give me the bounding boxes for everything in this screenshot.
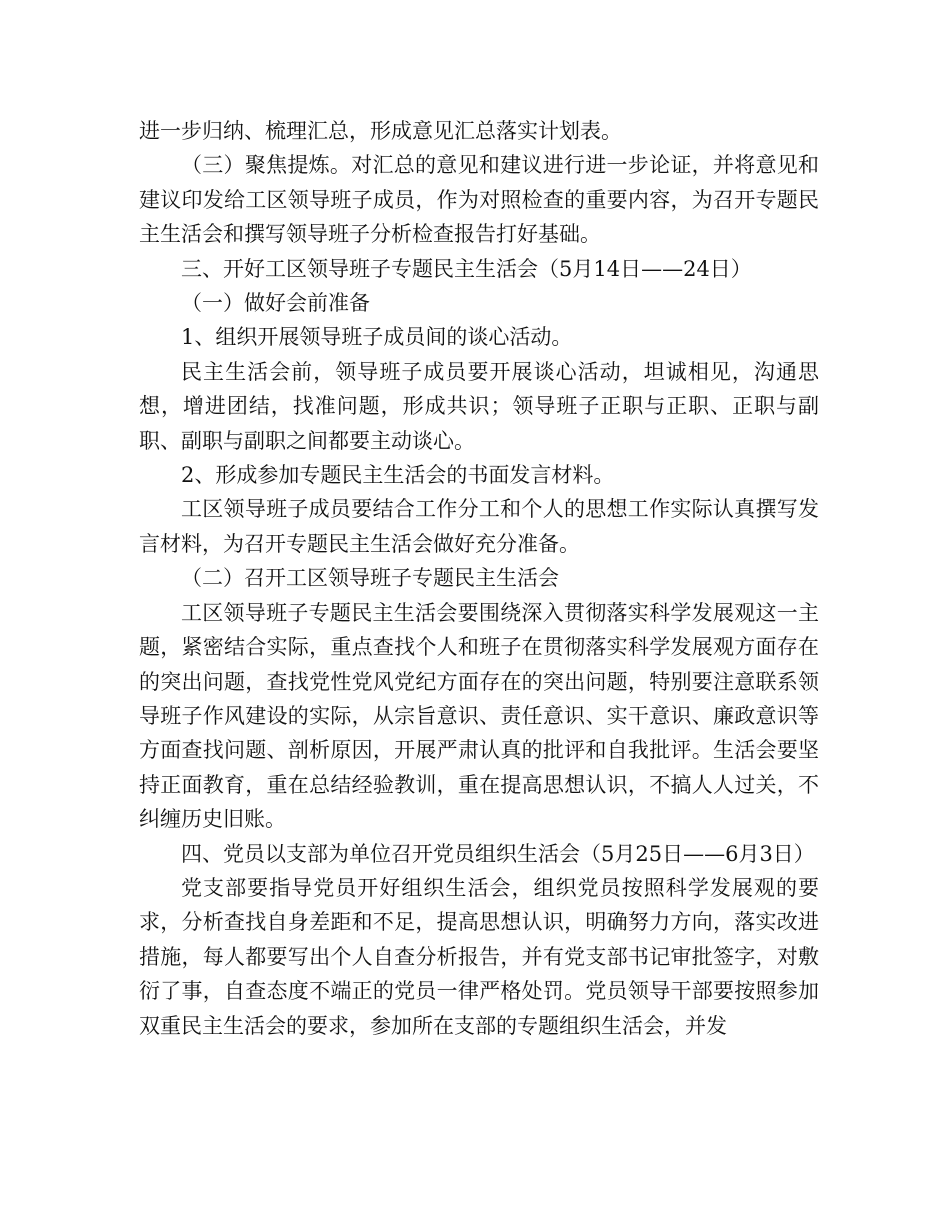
item-heading: 2、形成参加专题民主生活会的书面发言材料。 [181,463,615,488]
section-heading: 三、开好工区领导班子专题民主生活会（5月14日——24日） [181,256,752,281]
paragraph: 党支部要指导党员开好组织生活会，组织党员按照科学发展观的要求，分析查找自身差距和不足，提高思想认识，明确努力方向，落实改进措施，每人都要写出个人自查分析报告，并有党支部书记审批签字，对敷衍了事，自查态度不端正的党员一律严格处罚。党员领导干部要按照参加双重民主生活会的要求，参加所在支部的专题组织生活会，并发 [139,875,819,1038]
subsection-heading: （二）召开工区领导班子专题民主生活会 [181,566,559,591]
document-body [139,114,819,1043]
paragraph: 进一步归纳、梳理汇总，形成意见汇总落实计划表。 [139,119,622,143]
section-heading: 四、党员以支部为单位召开党员组织生活会（5月25日——6月3日） [181,841,815,866]
paragraph: 工区领导班子专题民主生活会要围绕深入贯彻落实科学发展观这一主题，紧密结合实际，重点查找个人和班子在贯彻落实科学发展观方面存在的突出问题，查找党性党风党纪方面存在的突出问题，特别要注意联系领导班子作风建设的实际，从宗旨意识、责任意识、实干意识、廉政意识等方面查找问题、剖析原因，开展严肃认真的批评和自我批评。生活会要坚持正面教育，重在总结经验教训，重在提高思想认识，不搞人人过关，不纠缠历史旧账。 [139,600,819,832]
paragraph: （三）聚焦提炼。对汇总的意见和建议进行进一步论证，并将意见和建议印发给工区领导班子成员，作为对照检查的重要内容，为召开专题民主生活会和撰写领导班子分析检查报告打好基础。 [139,153,819,247]
paragraph: 民主生活会前，领导班子成员要开展谈心活动，坦诚相见，沟通思想，增进团结，找准问题，形成共识；领导班子正职与正职、正职与副职、副职与副职之间都要主动谈心。 [139,359,819,453]
item-heading: 1、组织开展领导班子成员间的谈心活动。 [181,325,573,350]
subsection-heading: （一）做好会前准备 [181,291,370,316]
paragraph: 工区领导班子成员要结合工作分工和个人的思想工作实际认真撰写发言材料，为召开专题民主生活会做好充分准备。 [139,497,819,556]
